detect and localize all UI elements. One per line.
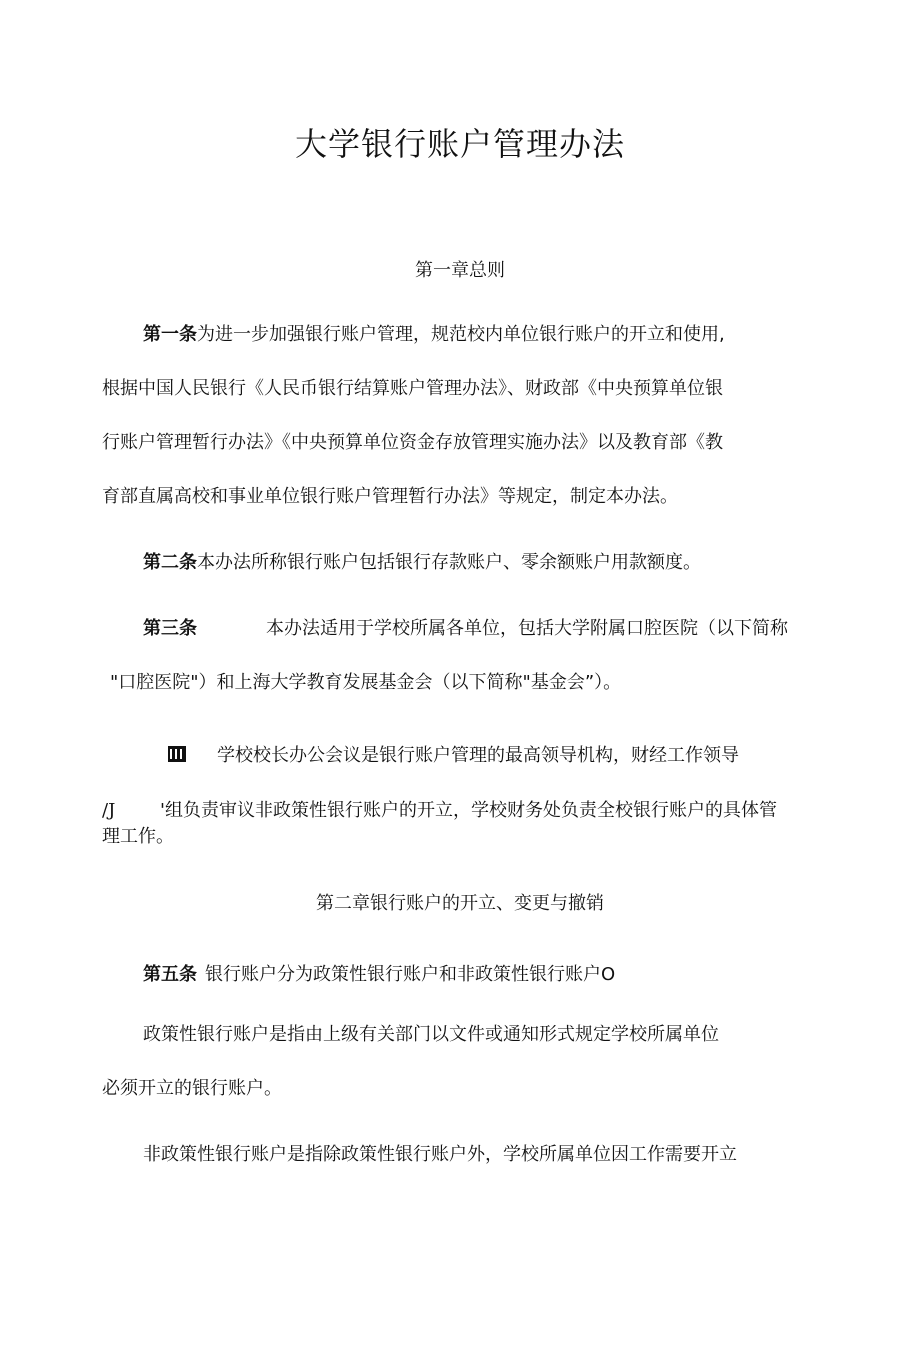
article-1-line-3: 行账户管理暂行办法》《中央预算单位资金存放管理实施办法》以及教育部《教 xyxy=(102,432,723,453)
policy-account-line-2: 必须开立的银行账户。 xyxy=(102,1078,282,1099)
policy-account-line-1: 政策性银行账户是指由上级有关部门以文件或通知形式规定学校所属单位 xyxy=(143,1024,719,1045)
article-4-label-artifact xyxy=(168,746,186,762)
article-5-line xyxy=(143,964,615,986)
article-2-text: 本办法所称银行账户包括银行存款账户、零余额账户用款额度。 xyxy=(197,552,701,573)
article-2-line xyxy=(143,552,701,574)
article-4-line-3: 理工作。 xyxy=(102,826,174,847)
chapter-1-heading: 第一章总则 xyxy=(415,260,505,281)
article-3-line-2: "口腔医院"）和上海大学教育发展基金会（以下简称"基金会”）。 xyxy=(110,672,622,693)
article-4-prefix: /J xyxy=(102,800,116,821)
article-1-text: 为进一步加强银行账户管理，规范校内单位银行账户的开立和使用, xyxy=(197,324,725,345)
nonpolicy-account-line-1: 非政策性银行账户是指除政策性银行账户外，学校所属单位因工作需要开立 xyxy=(143,1144,737,1165)
article-3-line-1: 本办法适用于学校所属各单位，包括大学附属口腔医院（以下简称 xyxy=(266,618,788,639)
article-2-label: 第二条 xyxy=(143,552,197,573)
article-4-line-2: '组负责审议非政策性银行账户的开立，学校财务处负责全校银行账户的具体管 xyxy=(160,800,777,821)
article-1-first-line xyxy=(143,324,725,346)
document-title: 大学银行账户管理办法 xyxy=(294,125,625,163)
article-5-label: 第五条 xyxy=(143,964,197,985)
article-1-line-2: 根据中国人民银行《人民币银行结算账户管理办法》、财政部《中央预算单位银 xyxy=(102,378,723,399)
article-4-line-1: 学校校长办公会议是银行账户管理的最高领导机构，财经工作领导 xyxy=(217,745,739,766)
article-5-text: 银行账户分为政策性银行账户和非政策性银行账户O xyxy=(205,964,616,985)
article-3-label: 第三条 xyxy=(143,618,197,639)
article-1-line-4: 育部直属高校和事业单位银行账户管理暂行办法》等规定，制定本办法。 xyxy=(102,486,678,507)
chapter-2-heading: 第二章银行账户的开立、变更与撤销 xyxy=(316,893,604,914)
article-1-label: 第一条 xyxy=(143,324,197,345)
